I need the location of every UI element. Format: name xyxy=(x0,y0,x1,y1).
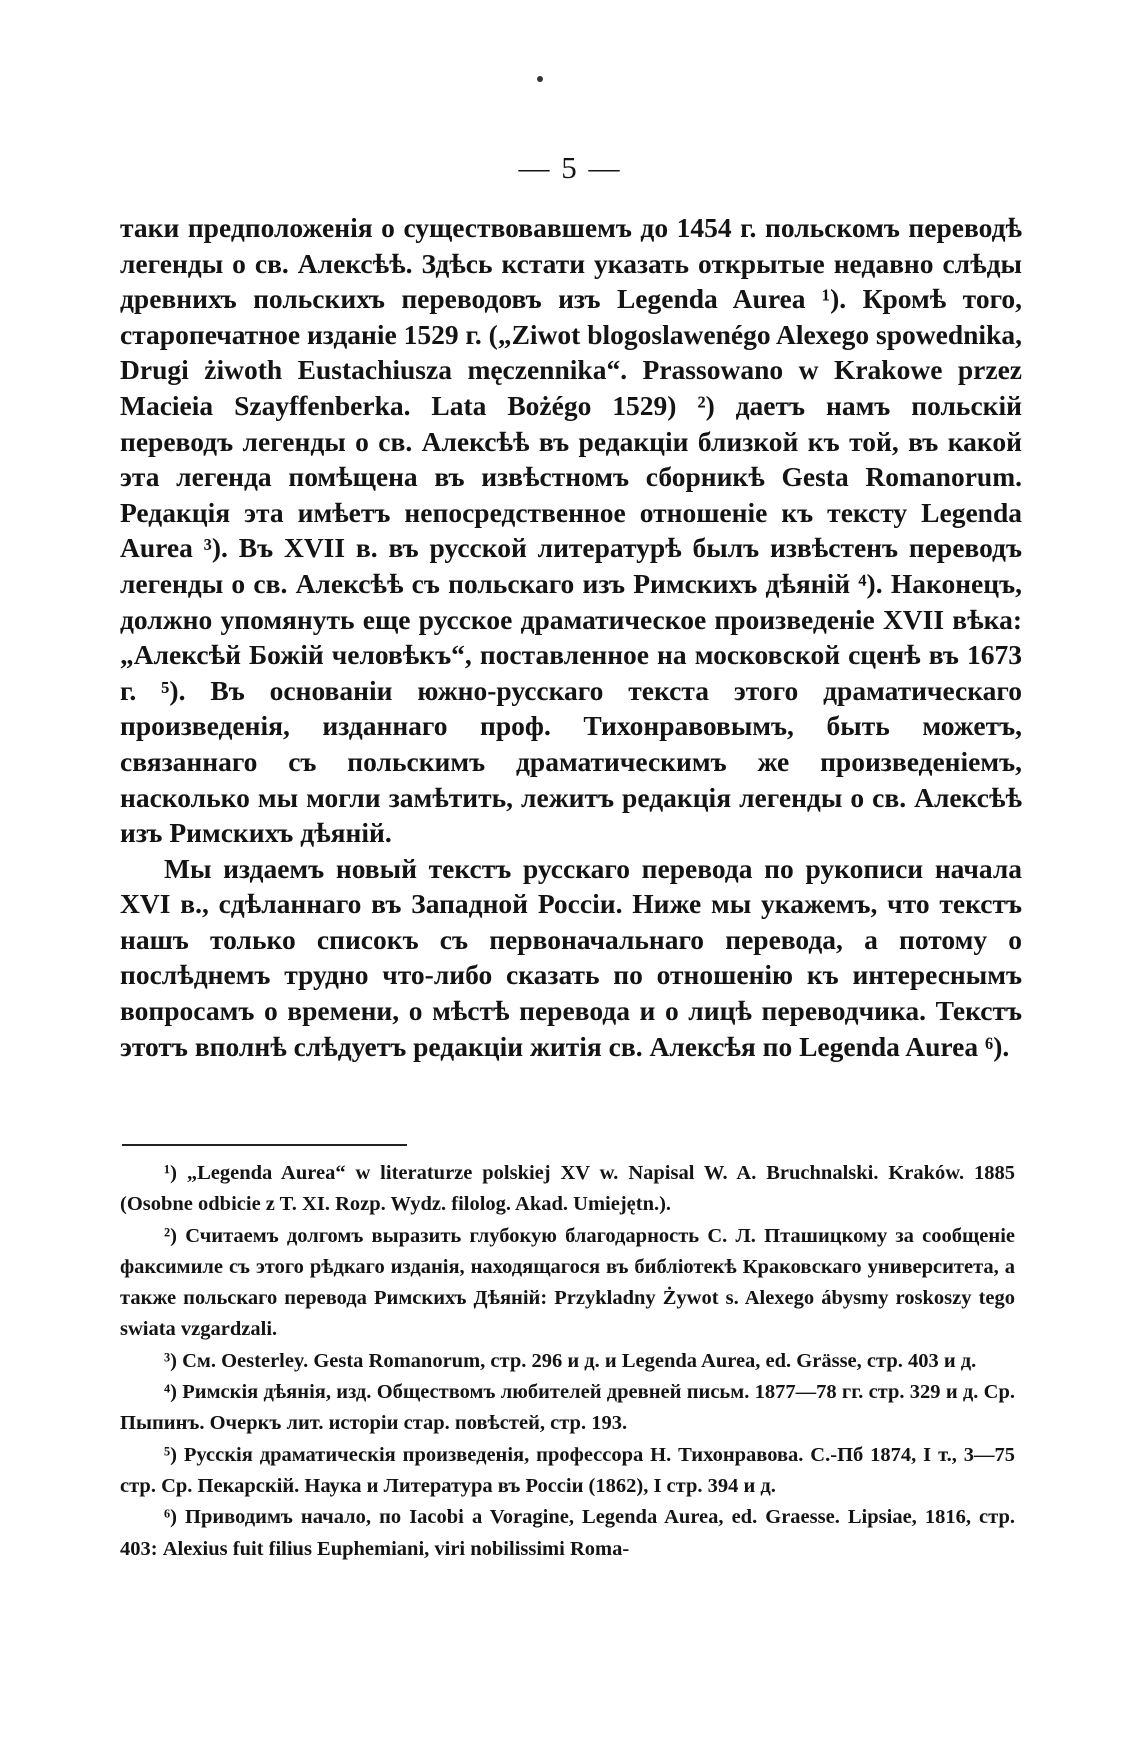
footnote-4: ⁴) Римскія дѣянія, изд. Обществомъ любителей древней письм. 1877—78 гг. стр. 329 и д. Ср. Пыпинъ. Очеркъ лит. исторіи стар. повѣстей, стр. 193. xyxy=(120,1381,1015,1435)
main-text xyxy=(120,210,1022,1064)
footnote-5: ⁵) Русскія драматическія произведенія, профессора Н. Тихонравова. С.-Пб 1874, I т., 3—75 стр. Ср. Пекарскій. Наука и Литература въ Россіи (1862), I стр. 394 и д. xyxy=(120,1443,1015,1497)
footnotes xyxy=(120,1158,1015,1565)
footnote-separator xyxy=(122,1144,407,1146)
footnote-6: ⁶) Приводимъ начало, по Iacobi a Voragine, Legenda Aurea, ed. Graesse. Lipsiae, 1816, стр. 403: Alexius fuit filius Euphemiani, viri nobilissimi Roma- xyxy=(120,1506,1015,1560)
footnote-2: ²) Считаемъ долгомъ выразить глубокую благодарность С. Л. Пташицкому за сообщеніе факсимиле съ этого рѣдкаго изданія, находящагося въ библіотекѣ Краковскаго университета, а также польскаго перевода Римскихъ Дѣяній: Przykladny Żywot s. Alexego ábysmy roskoszy tego swiata vzgardzali. xyxy=(120,1224,1015,1341)
paragraph-1: таки предположенія о существовавшемъ до 1454 г. польскомъ переводѣ легенды о св. Алексѣѣ. Здѣсь кстати указать открытые недавно слѣды древнихъ польскихъ переводовъ изъ Legenda Aurea ¹). Кромѣ того, старопечатное изданіе 1529 г. („Ziwot blogoslawenégo Alexego spowednika, Drugi żiwoth Eustachiusza męczennika“. Prassowano w Krakowe przez Macieia Szayffenberka. Lata Bożégo 1529) ²) даетъ намъ польскій переводъ легенды о св. Алексѣѣ въ редакціи близкой къ той, въ какой эта легенда помѣщена въ извѣстномъ сборникѣ Gesta Romanorum. Редакція эта имѣетъ непосредственное отношеніе къ тексту Legenda Aurea ³). Въ XVII в. въ русской литературѣ былъ извѣстенъ переводъ легенды о св. Алексѣѣ съ польскаго изъ Римскихъ дѣяній ⁴). Наконецъ, должно упомянуть еще русское драматическое произведеніе XVII вѣка: „Алексѣй Божій человѣкъ“, поставленное на московской сценѣ въ 1673 г. ⁵). Въ основаніи южно-русскаго текста этого драматическаго произведенія, изданнаго проф. Тихонравовымъ, быть можетъ, связаннаго съ польскимъ драматическимъ же произведеніемъ, насколько мы могли замѣтить, лежитъ редакція легенды о св. Алексѣѣ изъ Римскихъ дѣяній. xyxy=(120,212,1022,849)
footnote-3: ³) См. Oesterley. Gesta Romanorum, стр. 296 и д. и Legenda Aurea, ed. Grässe, стр. 403 и д. xyxy=(164,1349,977,1372)
ink-speck xyxy=(537,76,543,82)
page-number: — 5 — xyxy=(518,150,622,185)
paragraph-2: Мы издаемъ новый текстъ русскаго перевода по рукописи начала XVI в., сдѣланнаго въ Западной Россіи. Ниже мы укажемъ, что текстъ нашъ только списокъ съ первоначальнаго перевода, а потому о послѣднемъ трудно что-либо сказать по отношенію къ интереснымъ вопросамъ о времени, о мѣстѣ перевода и о лицѣ переводчика. Текстъ этотъ вполнѣ слѣдуетъ редакціи житія св. Алексѣя по Legenda Aurea ⁶). xyxy=(120,852,1022,1062)
footnote-1: ¹) „Legenda Aurea“ w literaturze polskiej XV w. Napisal W. A. Bruchnalski. Kraków. 1885 (Osobne odbicie z T. XI. Rozp. Wydz. filolog. Akad. Umiejętn.). xyxy=(120,1162,1015,1216)
